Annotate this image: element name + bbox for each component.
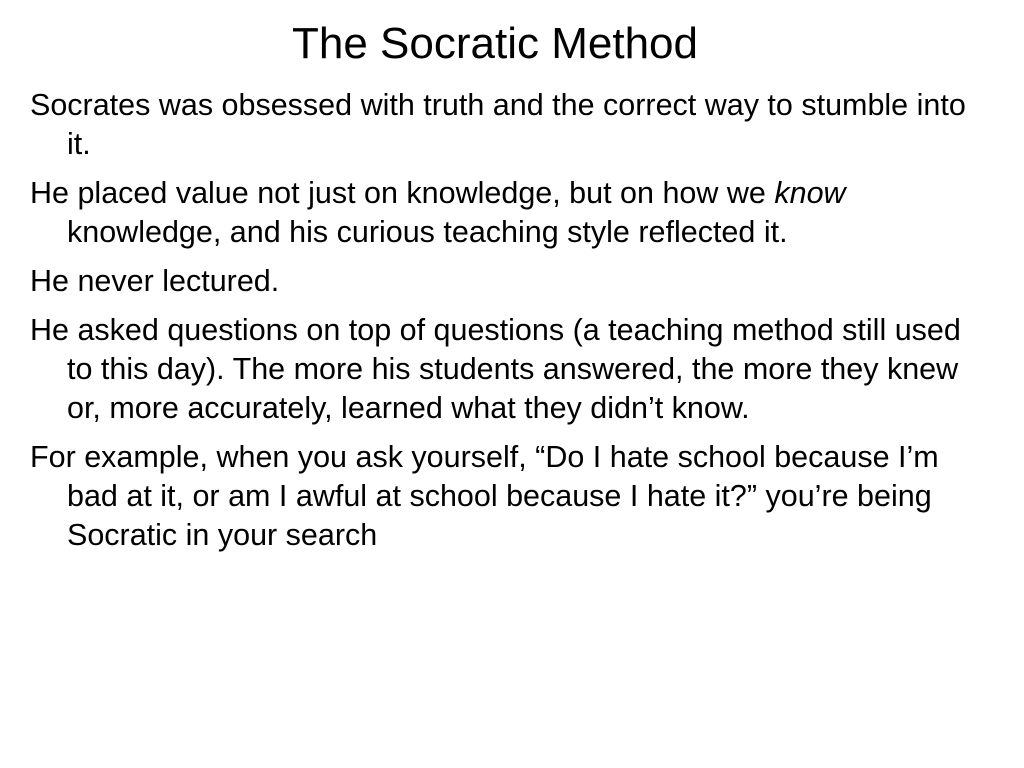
- bullet-truth: [30, 86, 980, 164]
- bullet-truth-text: Socrates was obsessed with truth and the correct way to stumble into it.: [30, 88, 966, 161]
- bullet-knowledge: [30, 174, 980, 252]
- bullet-lectured: [30, 262, 980, 301]
- bullet-example: [30, 438, 980, 555]
- bullet-lectured-text: He never lectured.: [30, 264, 280, 298]
- bullet-questions: [30, 311, 980, 428]
- bullet-list: [30, 86, 980, 565]
- bullet-example-text: For example, when you ask yourself, “Do I hate school because I’m bad at it, or am I awful at school because I hate it?” you’re being Socratic in your search: [30, 440, 939, 552]
- bullet-questions-text: He asked questions on top of questions (a teaching method still used to this day). The more his students answered, the more they knew or, more accurately, learned what they didn’t know.: [30, 313, 961, 425]
- slide-title: The Socratic Method: [292, 19, 698, 68]
- bullet-knowledge-emphasis: know: [774, 176, 846, 210]
- bullet-knowledge-before: He placed value not just on knowledge, but on how we: [30, 176, 775, 210]
- bullet-knowledge-after: knowledge, and his curious teaching style reflected it.: [67, 215, 788, 249]
